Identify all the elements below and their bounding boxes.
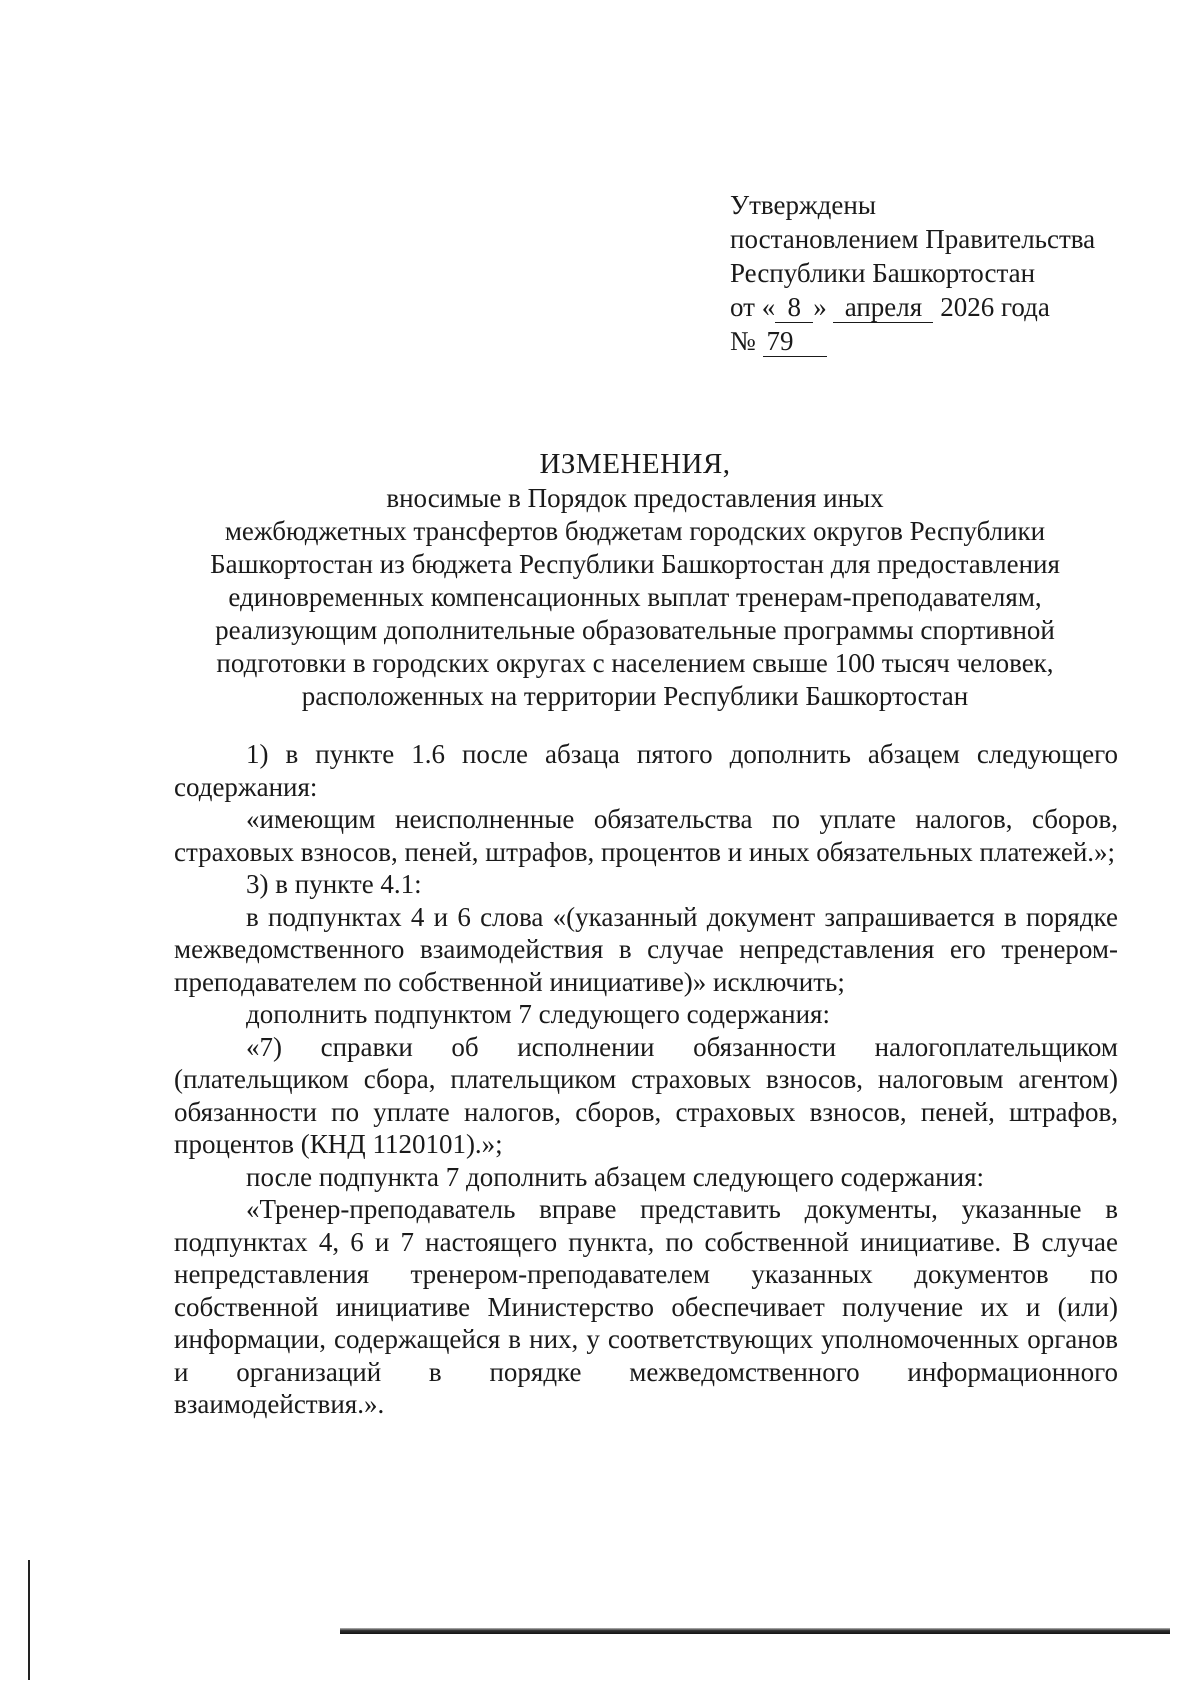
title-block [150,448,1120,713]
approval-date-line [730,290,1095,324]
title-line-1: вносимые в Порядок предоставления иных [386,483,884,513]
date-mid: » [813,292,827,322]
number-prefix: № [730,326,756,356]
document-heading: ИЗМЕНЕНИЯ, [539,448,731,480]
title-line-5: реализующим дополнительные образовательные программы спортивной [215,615,1055,645]
date-month: апреля [833,294,933,323]
title-line-3: Башкортостан из бюджета Республики Башкортостан для предоставления [210,549,1060,579]
title-line-6: подготовки в городских округах с населением свыше 100 тысяч человек, [216,648,1054,678]
paragraph-2: «имеющим неисполненные обязательства по уплате налогов, сборов, страховых взносов, пеней, штрафов, процентов и иных обязательных платежей.»; [174,804,1118,867]
paragraph-5: дополнить подпунктом 7 следующего содержания: [246,999,830,1029]
document-number: 79 [763,328,827,357]
title-line-7: расположенных на территории Республики Башкортостан [301,681,969,711]
paragraph-3: 3) в пункте 4.1: [246,869,422,899]
scan-edge-line [28,1560,30,1680]
paragraph-8: «Тренер-преподаватель вправе представить документы, указанные в подпунктах 4, 6 и 7 настоящего пункта, по собственной инициативе. В случае непредставления тренером-преподавателем указанных документов по собственной инициативе Министерство обеспечивает получение их и (или) информации, содержащейся в них, у соответствующих уполномоченных органов и организаций в порядке межведомственного информационного взаимодействия.». [174,1194,1118,1419]
approval-block [730,188,1095,358]
date-year: 2026 года [940,292,1050,322]
paragraph-1: 1) в пункте 1.6 после абзаца пятого дополнить абзацем следующего содержания: [174,739,1118,802]
approval-line-3: Республики Башкортостан [730,258,1036,288]
approval-line-2: постановлением Правительства [730,224,1096,254]
title-line-4: единовременных компенсационных выплат тренерам-преподавателям, [228,582,1042,612]
approval-line-1: Утверждены [730,190,876,220]
date-day: 8 [775,294,813,323]
title-line-2: межбюджетных трансфертов бюджетам городских округов Республики [224,516,1046,546]
paragraph-7: после подпункта 7 дополнить абзацем следующего содержания: [246,1161,985,1192]
approval-number-line [730,324,1095,358]
paragraph-4: в подпунктах 4 и 6 слова «(указанный документ запрашивается в порядке межведомственного взаимодействия в случае непредставления его тренером-преподавателем по собственной инициативе)» исключить; [174,901,1118,997]
scan-bottom-line [340,1628,1170,1634]
date-prefix: от « [730,292,776,322]
paragraph-6: «7) справки об исполнении обязанности налогоплательщиком (плательщиком сбора, плательщиком страховых взносов, налоговым агентом) обязанности по уплате налогов, сборов, страховых взносов, пеней, штрафов, процентов (КНД 1120101).»; [174,1031,1118,1159]
document-body [174,738,1118,1421]
